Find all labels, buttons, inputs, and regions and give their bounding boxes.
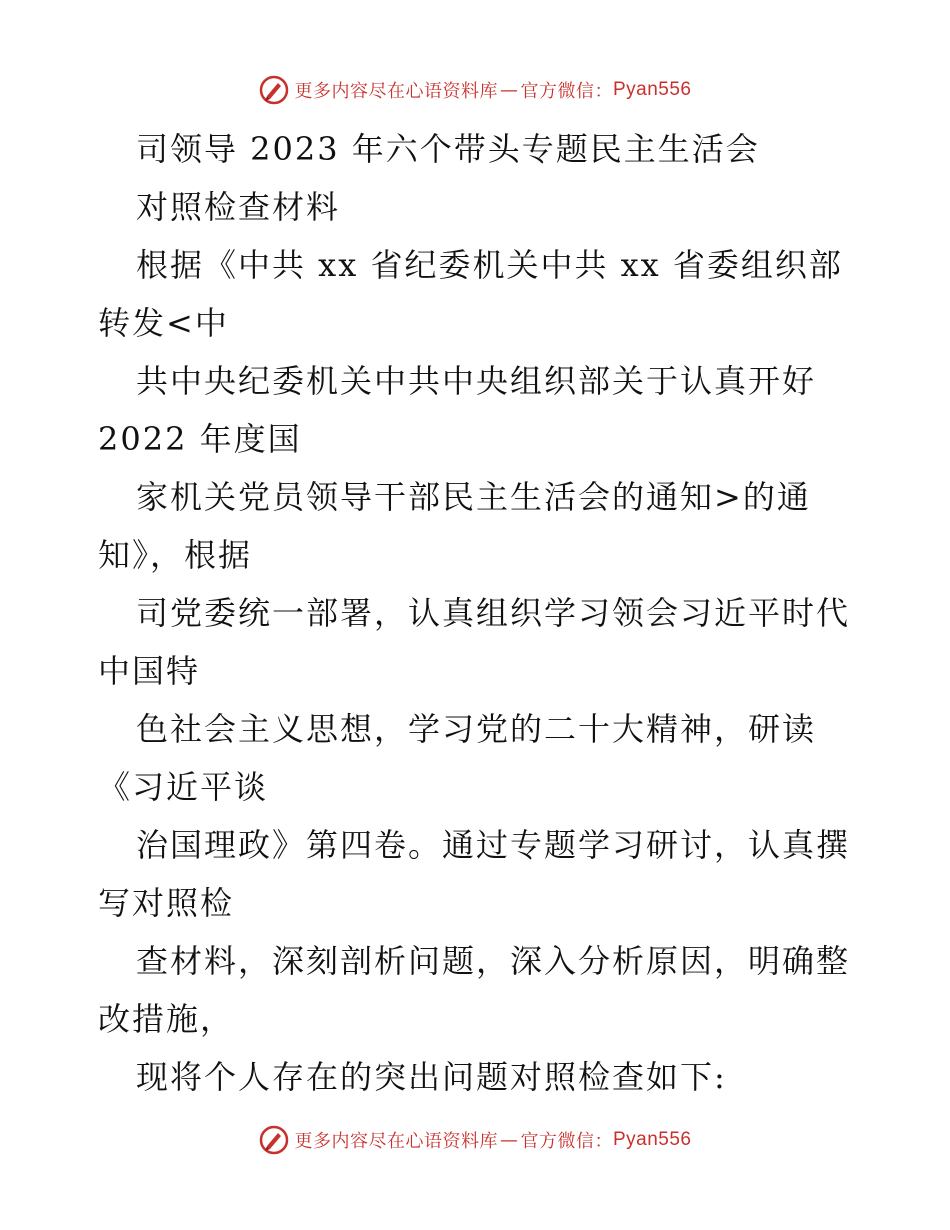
- watermark-footer: [0, 1122, 950, 1158]
- watermark-text: 更多内容尽在心语资料库: [294, 1131, 498, 1152]
- document-body: [98, 120, 858, 1106]
- text-line: 现将个人存在的突出问题对照检查如下:: [136, 1058, 727, 1096]
- text-line: 转发<中: [98, 304, 229, 342]
- text-line: 色社会主义思想，学习党的二十大精神，研读: [136, 710, 817, 748]
- watermark-wechat-label: 官方微信：: [520, 81, 613, 102]
- text-line: 共中央纪委机关中共中央组织部关于认真开好: [136, 362, 817, 400]
- watermark-wechat-id: Pyan556: [612, 1129, 692, 1150]
- text-line: 知》，根据: [98, 536, 253, 574]
- watermark-text: 更多内容尽在心语资料库: [294, 81, 498, 102]
- text-line: 根据《中共 xx 省纪委机关中共 xx 省委组织部: [136, 246, 843, 284]
- watermark-header: [0, 72, 950, 108]
- text-line: 《习近平谈: [98, 768, 269, 806]
- watermark-separator: —: [499, 79, 519, 101]
- text-line: 查材料，深刻剖析问题，深入分析原因，明确整: [136, 942, 851, 980]
- text-line: 司党委统一部署，认真组织学习领会习近平时代: [136, 594, 851, 632]
- document-title-line-1: 司领导 2023 年六个带头专题民主生活会: [136, 130, 760, 168]
- watermark-wechat-id: Pyan556: [612, 79, 692, 100]
- pen-logo-icon: [258, 1124, 290, 1156]
- text-line: 中国特: [98, 652, 201, 690]
- watermark-wechat-label: 官方微信：: [520, 1131, 613, 1152]
- text-line: 治国理政》第四卷。通过专题学习研讨，认真撰: [136, 826, 851, 864]
- text-line: 家机关党员领导干部民主生活会的通知>的通: [136, 478, 811, 516]
- pen-logo-icon: [258, 74, 290, 106]
- text-line: 2022 年度国: [98, 420, 302, 458]
- text-line: 写对照检: [98, 884, 235, 922]
- text-line: 改措施，: [98, 1000, 235, 1038]
- document-title-line-2: 对照检查材料: [136, 188, 341, 226]
- watermark-separator: —: [499, 1129, 519, 1151]
